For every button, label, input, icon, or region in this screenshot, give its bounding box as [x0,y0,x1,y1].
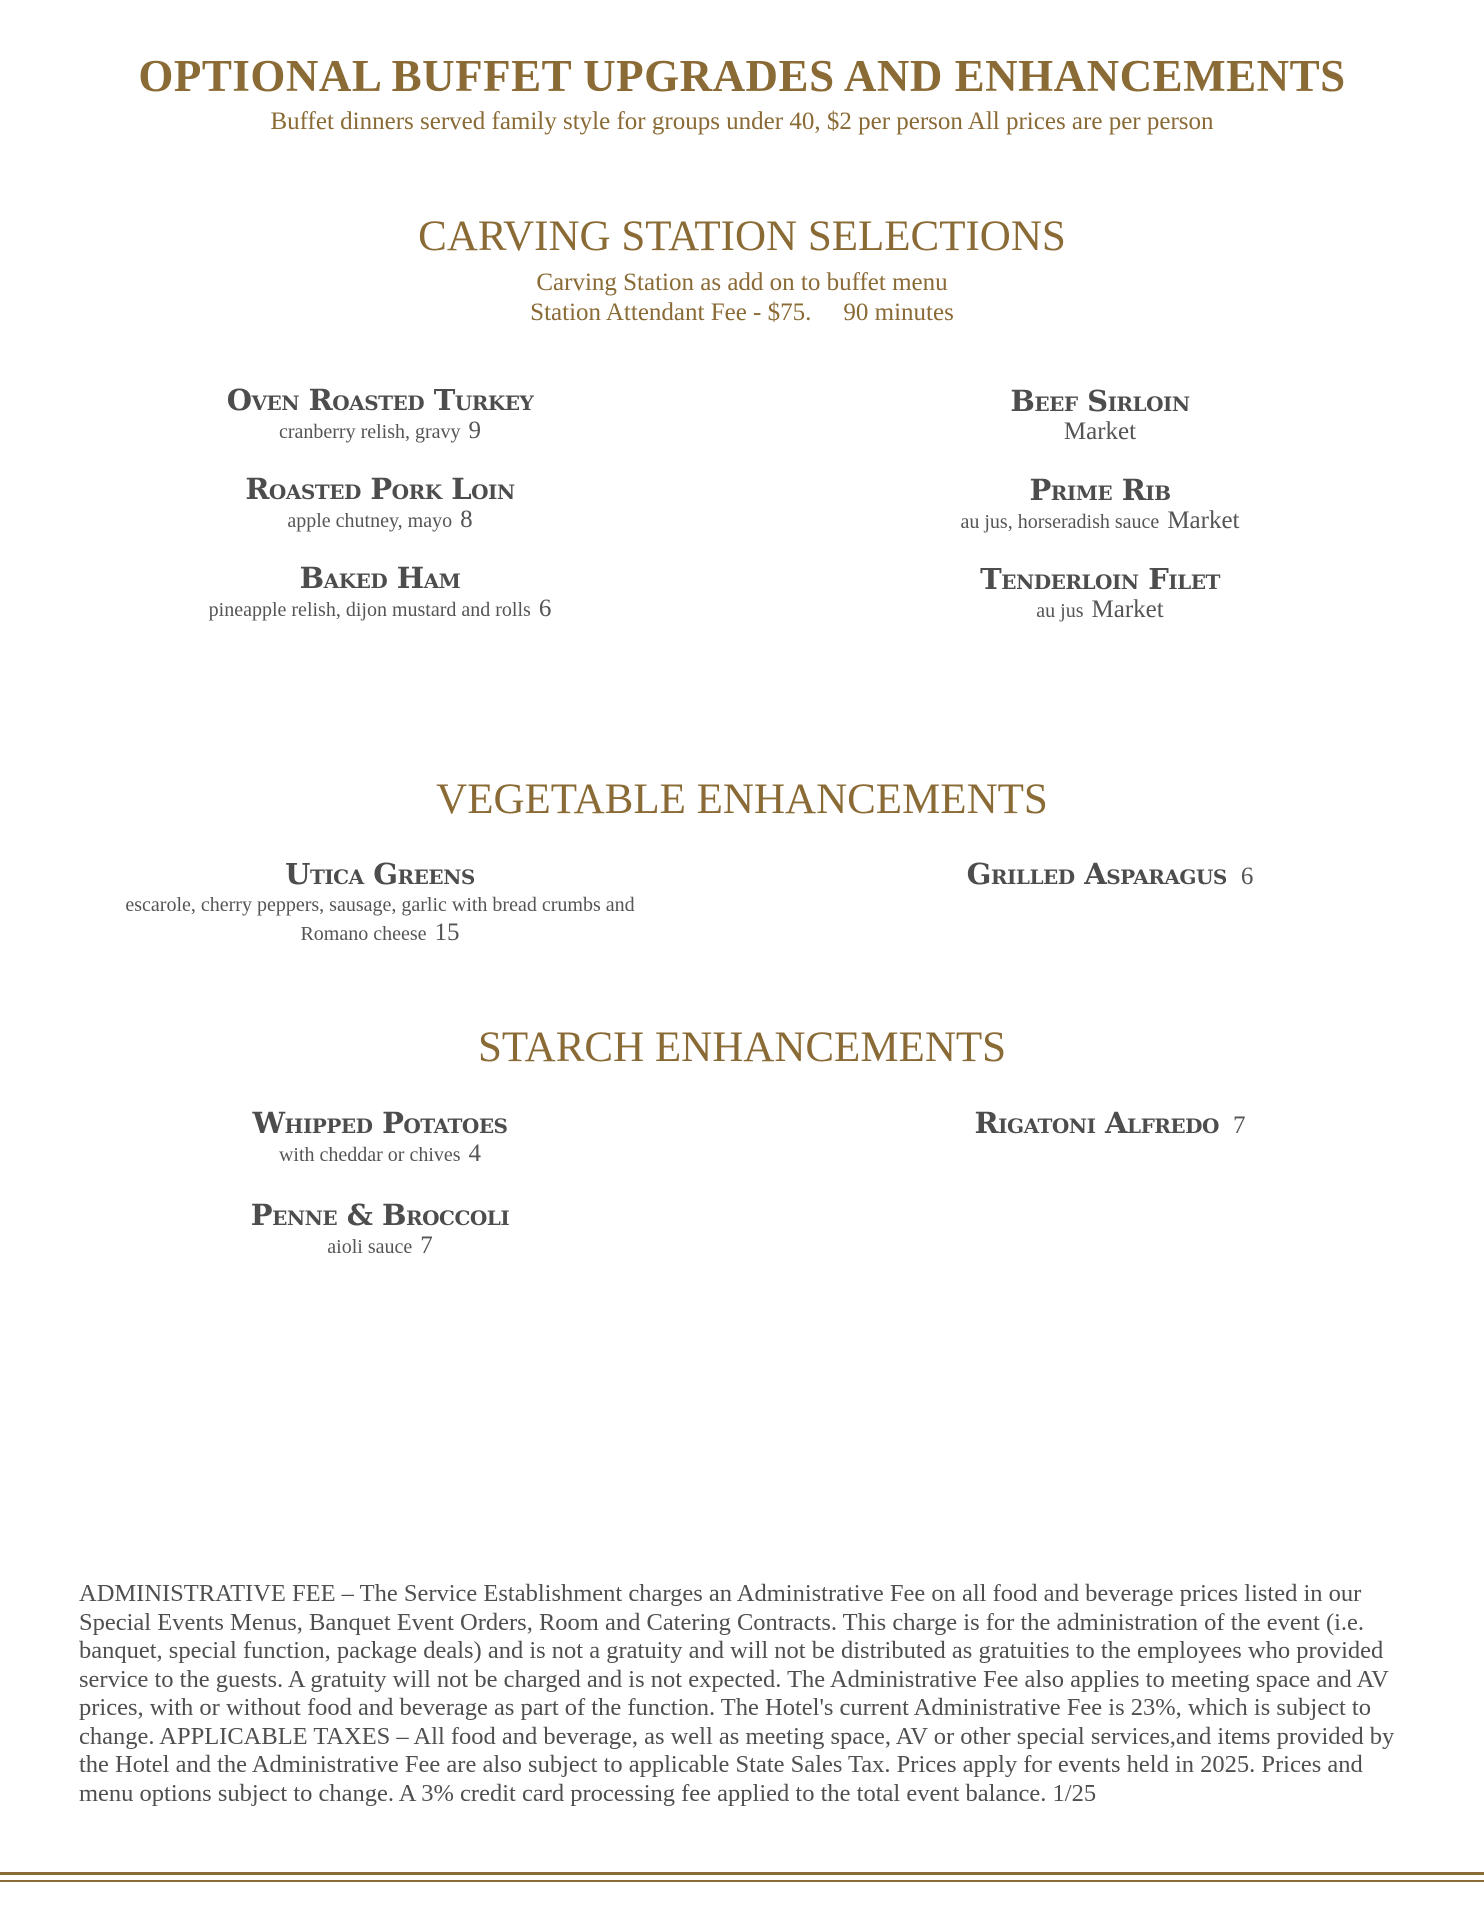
item-price: 9 [468,417,482,444]
item-name [850,1106,1370,1143]
item-price: 15 [434,919,460,946]
menu-item [70,857,690,948]
item-desc-text: with cheddar or chives [278,1144,461,1166]
menu-item [130,1198,630,1261]
carving-note-duration: 90 minutes [843,299,954,326]
item-price: Market [1091,596,1164,623]
item-description [130,595,630,624]
item-name-text: Rigatoni Alfredo [974,1106,1219,1140]
item-price: Market [1063,418,1137,445]
item-name [850,857,1370,894]
item-description [130,1140,630,1169]
item-price: 7 [420,1232,433,1259]
item-description [850,596,1350,625]
item-name: Baked Ham [299,561,461,595]
menu-item [850,857,1370,894]
footer-rule-bottom [0,1880,1484,1882]
carving-note-fee: Station Attendant Fee - $75. [530,299,812,326]
item-price: 6 [1240,863,1254,890]
item-price: 4 [468,1140,482,1167]
item-desc-text: aioli sauce [327,1236,413,1258]
menu-item [850,562,1350,625]
footer-rule-top [0,1872,1484,1875]
item-desc-text: pineapple relish, dijon mustard and rolls [208,599,531,621]
item-price: Market [1167,507,1240,534]
item-price: 8 [460,506,473,533]
menu-item [850,473,1350,536]
item-name-text: Grilled Asparagus [966,857,1227,891]
carving-section-note [0,268,1484,328]
item-name: Beef Sirloin [1010,384,1190,418]
carving-note-line1: Carving Station as add on to buffet menu [536,269,948,296]
carving-note-line2 [0,298,1484,328]
carving-section-title: CARVING STATION SELECTIONS [418,213,1066,260]
item-name: Whipped Potatoes [252,1106,508,1140]
item-price: 7 [1232,1112,1246,1139]
page-subtitle: Buffet dinners served family style for groups under 40, $2 per person All prices are per person [270,108,1214,135]
item-description [850,507,1350,536]
administrative-fee-disclaimer: ADMINISTRATIVE FEE – The Service Establishment charges an Administrative Fee on all food and beverage prices listed in our Special Events Menus, Banquet Event Orders, Room and Catering Contracts. This charge is for the administration of the event (i.e. banquet, special function, package deals) and is not a gratuity and will not be distributed as gratuities to the employees who provided service to the guests. A gratuity will not be charged and is not expected. The Administrative Fee also applies to meeting space and AV prices, with or without food and beverage as part of the function. The Hotel's current Administrative Fee is 23%, which is subject to change. APPLICABLE TAXES – All food and beverage, as well as meeting space, AV or other special services,and items provided by the Hotel and the Administrative Fee are also subject to applicable State Sales Tax. Prices apply for events held in 2025. Prices and menu options subject to change. A 3% credit card processing fee applied to the total event balance. 1/25 [79,1580,1395,1807]
item-name: Penne & Broccoli [250,1198,510,1232]
item-name: Roasted Pork Loin [245,472,515,506]
item-desc-text: Romano cheese [300,923,427,945]
item-description [130,417,630,446]
item-description [130,1232,630,1261]
item-name: Utica Greens [285,857,475,891]
menu-item [850,1106,1370,1143]
item-desc-text: apple chutney, mayo [287,510,453,532]
item-name: Prime Rib [1029,473,1171,507]
menu-item [130,1106,630,1169]
item-desc-text: au jus, horseradish sauce [960,511,1160,533]
vegetable-section-title: VEGETABLE ENHANCEMENTS [436,776,1048,823]
page-title: OPTIONAL BUFFET UPGRADES AND ENHANCEMENTS [138,51,1346,101]
item-desc-text: au jus [1036,600,1084,622]
menu-item [850,384,1350,446]
item-description: escarole, cherry peppers, sausage, garlic with bread crumbs and [125,894,635,916]
item-price: 6 [538,595,552,622]
item-description [130,506,630,535]
menu-item [130,472,630,535]
item-description [70,919,690,948]
item-name: Tenderloin Filet [980,562,1220,596]
menu-item [130,561,630,624]
item-name: Oven Roasted Turkey [226,383,534,417]
item-desc-text: cranberry relish, gravy [278,421,461,443]
menu-item [130,383,630,446]
starch-section-title: STARCH ENHANCEMENTS [477,1024,1007,1071]
